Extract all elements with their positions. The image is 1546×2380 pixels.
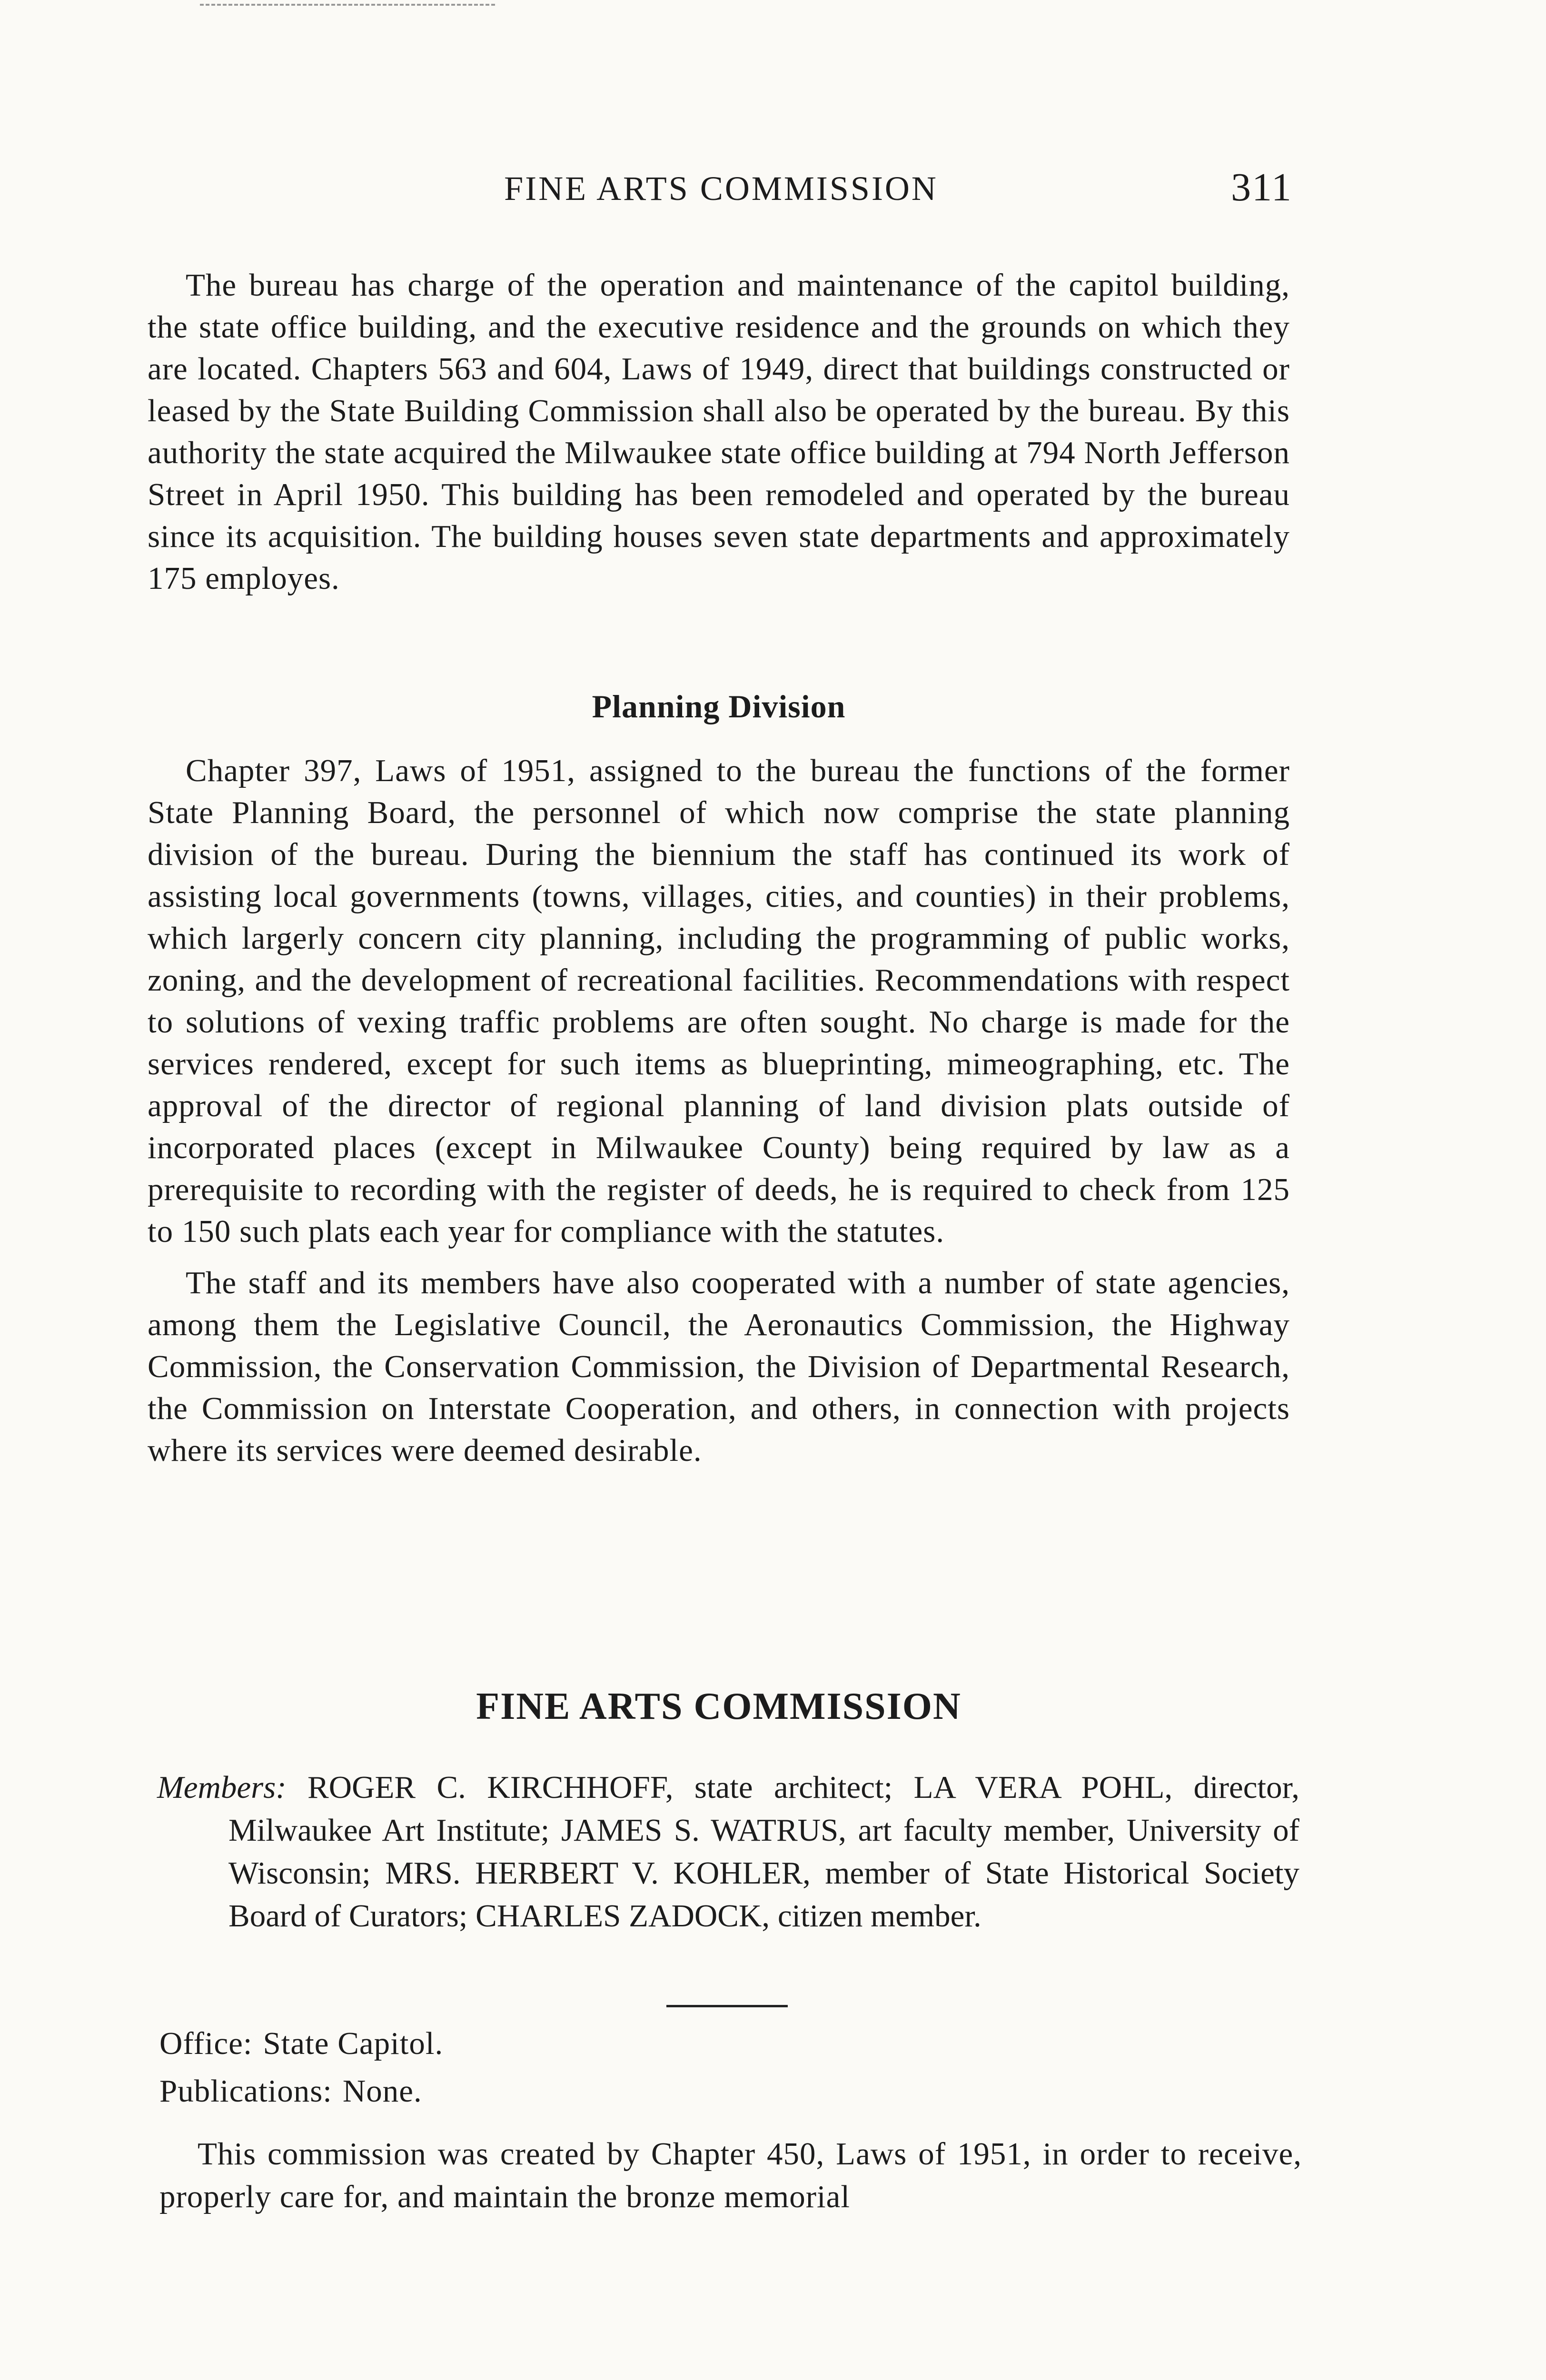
publications-line bbox=[159, 2073, 422, 2110]
fine-arts-heading: FINE ARTS COMMISSION bbox=[476, 1686, 961, 1727]
members-label: Members: bbox=[157, 1770, 287, 1805]
commission-paragraph-text: This commission was created by Chapter 450, Laws of 1951, in order to receive, properly care for, and maintain the bronze memorial bbox=[159, 2136, 1302, 2214]
members-text: ROGER C. KIRCHHOFF, state architect; LA VERA POHL, director, Milwaukee Art Institute; JAMES S. WATRUS, art faculty member, University of Wisconsin; MRS. HERBERT V. KOHLER, member of State Historical Society Board of Curators; CHARLES ZADOCK, citizen member. bbox=[228, 1770, 1299, 1934]
top-edge-mark bbox=[200, 4, 495, 6]
running-title: FINE ARTS COMMISSION bbox=[504, 169, 938, 208]
office-line bbox=[159, 2025, 443, 2062]
office-label: Office: bbox=[159, 2026, 253, 2061]
page-number: 311 bbox=[1231, 165, 1292, 209]
planning-division-heading: Planning Division bbox=[592, 688, 846, 724]
planning-division-section bbox=[148, 750, 1290, 1471]
members-list bbox=[157, 1766, 1299, 1937]
publications-value: None. bbox=[342, 2073, 422, 2109]
planning-paragraph-2: The staff and its members have also cooperated with a number of state agencies, among them the Legislative Council, the Aeronautics Commission, the Highway Commission, the Conservation Commission, the Division of Departmental Research, the Commission on Interstate Cooperation, and others, in connection with projects where its services were deemed desirable. bbox=[148, 1265, 1290, 1468]
planning-paragraph-1: Chapter 397, Laws of 1951, assigned to the bureau the functions of the former State Planning Board, the personnel of which now comprise the state planning division of the bureau. During the biennium the staff has continued its work of assisting local governments (towns, villages, cities, and counties) in their problems, which largerly concern city planning, including the programming of public works, zoning, and the development of recreational facilities. Recommendations with respect to solutions of vexing traffic problems are often sought. No charge is made for the services rendered, except for such items as blueprinting, mimeographing, etc. The approval of the director of regional planning of land division plats outside of incorporated places (except in Milwaukee County) being required by law as a prerequisite to recording with the register of deeds, he is required to check from 125 to 150 such plats each year for compliance with the statutes. bbox=[148, 753, 1290, 1249]
office-value: State Capitol. bbox=[263, 2026, 444, 2061]
running-header bbox=[150, 164, 1292, 217]
section-divider bbox=[666, 2005, 788, 2007]
bureau-section bbox=[148, 264, 1290, 599]
commission-paragraph bbox=[159, 2132, 1302, 2218]
bureau-paragraph: The bureau has charge of the operation and maintenance of the capitol building, the state office building, and the executive residence and the grounds on which they are located. Chapters 563 and 604, Laws of 1949, direct that buildings constructed or leased by the State Building Commission shall also be operated by the bureau. By this authority the state acquired the Milwaukee state office building at 794 North Jefferson Street in April 1950. This building has been remodeled and operated by the bureau since its acquisition. The building houses seven state departments and approximately 175 employes. bbox=[148, 268, 1290, 596]
publications-label: Publications: bbox=[159, 2073, 332, 2109]
